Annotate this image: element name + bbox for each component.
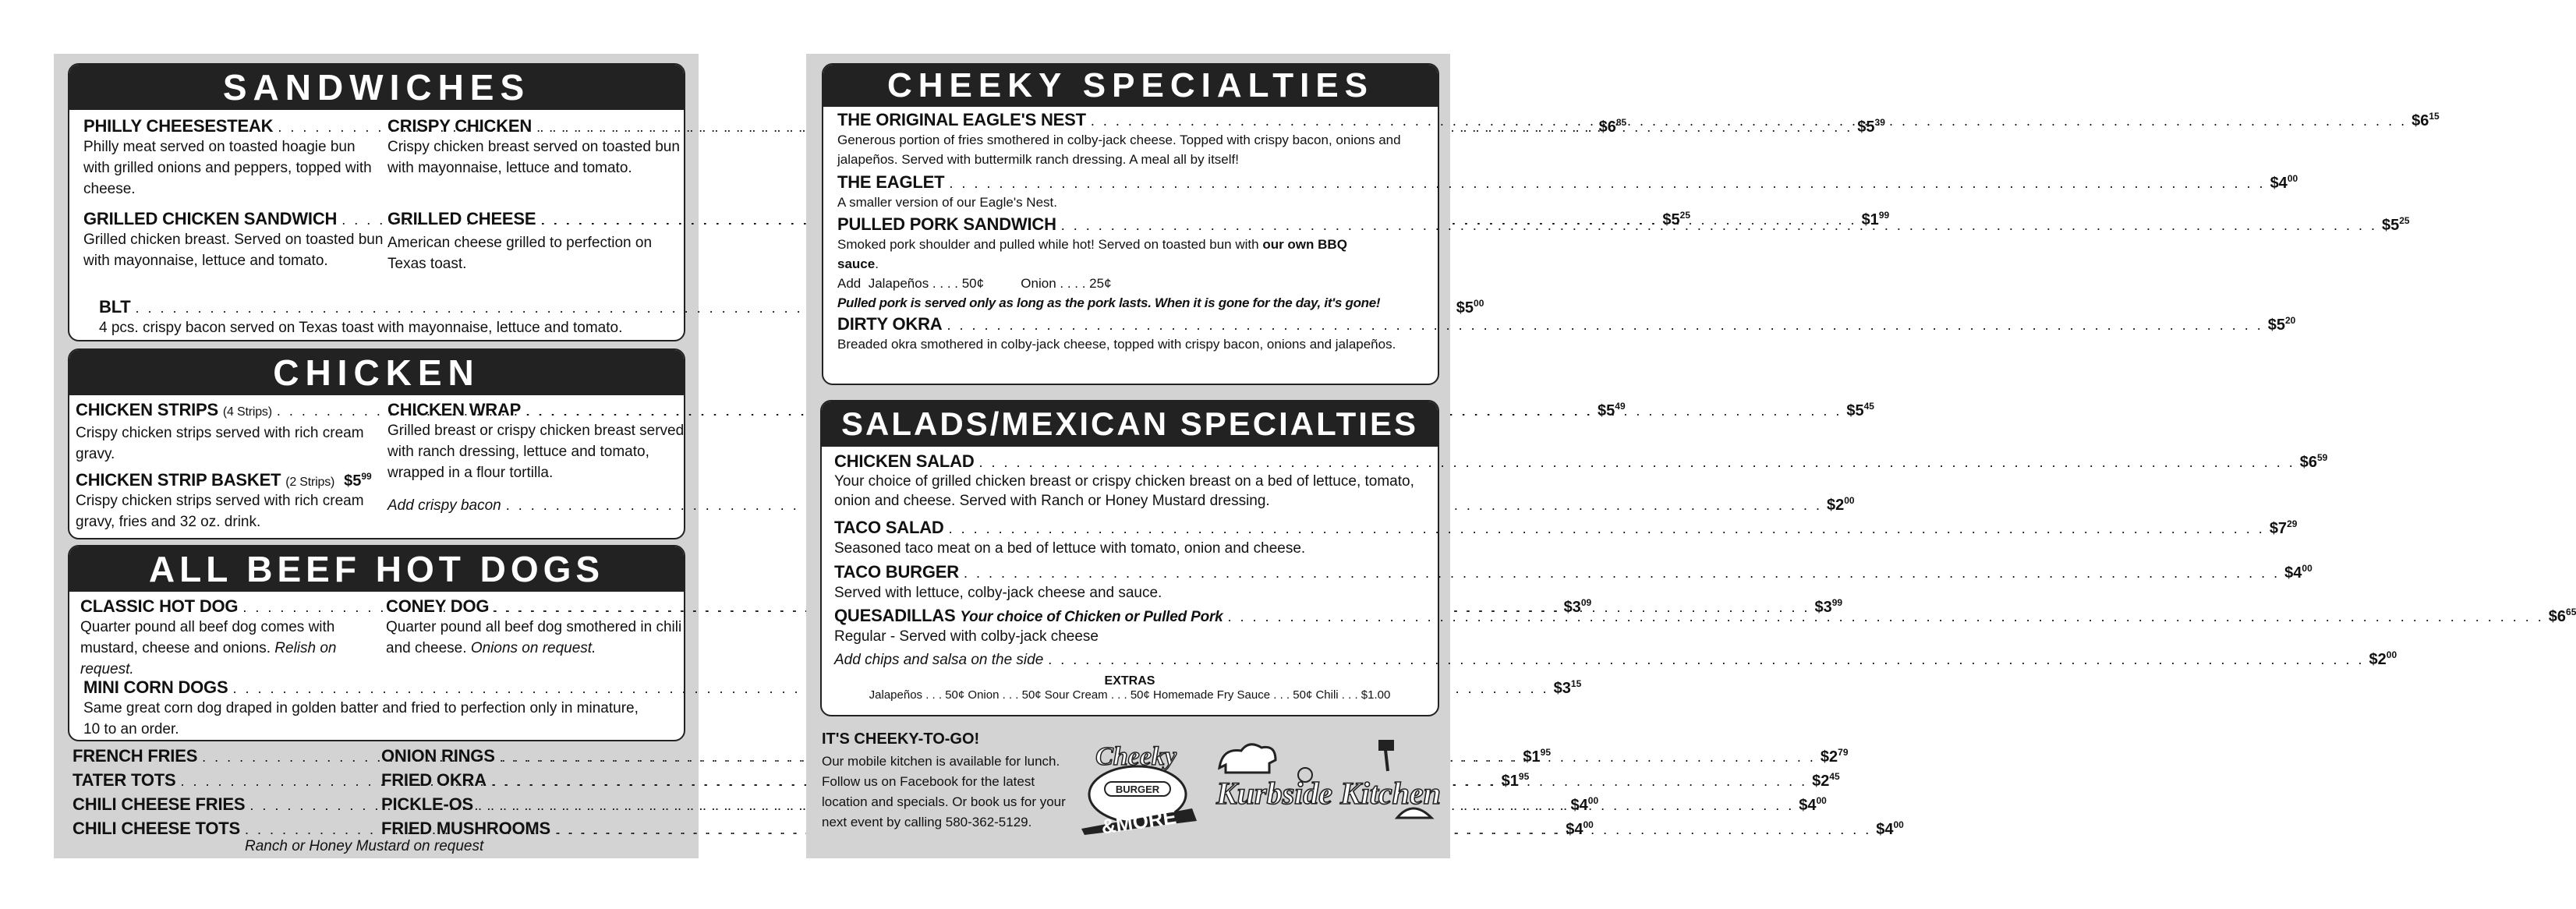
item-name: CHICKEN STRIP BASKET (2 Strips) xyxy=(76,470,335,490)
item-price: $\$2^{00}$ xyxy=(1826,495,1855,514)
item-description: 4 pcs. crispy bacon served on Texas toast with mayonnaise, lettuce and tomato. xyxy=(99,320,623,336)
item-name: DIRTY OKRA xyxy=(837,314,943,334)
side-item: FRENCH FRIES . . . $\$1^{95}$ xyxy=(73,746,369,766)
item-description: American cheese grilled to perfection on Texas toast. xyxy=(387,235,653,272)
item-price: $\$6^{15}$ xyxy=(2411,111,2440,129)
item-description: Quarter pound all beef dog smothered in chili and cheese. Onions on request. xyxy=(386,619,682,656)
menu-item xyxy=(834,518,2298,559)
menu-item xyxy=(387,495,1855,516)
side-item: CHILI CHEESE TOTS . . . $\$4^{00}$ xyxy=(73,819,369,839)
section-title: SALADS/MEXICAN SPECIALTIES xyxy=(822,401,1438,447)
promo-text: Our mobile kitchen is available for lunch. Follow us on Facebook for the latest location and specials. Or book us for your next event by calling 580-362-5129. xyxy=(822,754,1066,829)
side-item: CHILI CHEESE FRIES . . . $\$4^{00}$ xyxy=(73,794,369,815)
item-price: $\$6^{85}$ xyxy=(1598,117,1627,136)
item-price: $\$5^{99}$ xyxy=(344,471,372,490)
item-price: $\$6^{59}$ xyxy=(2299,452,2328,471)
item-name: CONEY DOG xyxy=(386,596,490,616)
item-price: $\$7^{29}$ xyxy=(2269,518,2298,537)
menu-item xyxy=(834,649,2397,670)
item-description: Quarter pound all beef dog comes with mustard, cheese and onions. Relish on request. xyxy=(80,619,337,677)
item-description: Smoked pork shoulder and pulled while hot! Served on toasted bun with our own BBQ sauce. xyxy=(837,237,1347,271)
item-description: Crispy chicken strips served with rich cream gravy, fries and 32 oz. drink. xyxy=(76,493,364,530)
item-description: A smaller version of our Eagle's Nest. xyxy=(837,195,1057,210)
item-name: PHILLY CHEESESTEAK xyxy=(83,116,274,136)
side-item: TATER TOTS . . . $\$1^{95}$ xyxy=(73,770,369,791)
item-name: TACO BURGER xyxy=(834,562,959,582)
item-addons: Add Jalapeños . . . . 50¢ Onion . . . . 25¢ xyxy=(837,276,1112,291)
section-title: CHICKEN xyxy=(69,350,684,395)
item-description: Your choice of grilled chicken breast or crispy chicken breast on a bed of lettuce, tomato, onion and cheese. Served with Ranch or Honey Mustard dressing. xyxy=(834,473,1414,509)
extras-title: EXTRAS xyxy=(1104,674,1155,688)
item-description: Crispy chicken breast served on toasted bun with mayonnaise, lettuce and tomato. xyxy=(387,139,680,176)
item-name: BLT xyxy=(99,297,131,317)
item-price: $\$5^{45}$ xyxy=(1846,401,1874,419)
item-name: CHICKEN STRIPS (4 Strips) xyxy=(76,400,272,419)
svg-text:Kurbside Kitchen: Kurbside Kitchen xyxy=(1216,776,1441,811)
kurbside-kitchen-logo xyxy=(1212,740,1445,833)
menu-item xyxy=(837,172,2298,212)
item-description: Grilled breast or crispy chicken breast served with ranch dressing, lettuce and tomato, wrapped in a flour tortilla. xyxy=(387,423,685,481)
item-name: Add crispy bacon xyxy=(387,497,501,514)
item-description: Same great corn dog draped in golden batter and fried to perfection only in minature, 10 to an order. xyxy=(83,700,639,737)
item-price: $\$1^{99}$ xyxy=(1861,210,1890,228)
item-name: CHICKEN WRAP xyxy=(387,400,522,419)
item-price: $\$6^{65}$ xyxy=(2548,607,2576,625)
item-name: Add chips and salsa on the side xyxy=(834,652,1044,668)
item-name: QUESADILLAS Your choice of Chicken or Pulled Pork xyxy=(834,606,1223,625)
item-price: $\$5^{25}$ xyxy=(2382,215,2410,234)
cheeky-burger-logo xyxy=(1075,734,1200,839)
item-description: Grilled chicken breast. Served on toasted bun with mayonnaise, lettuce and tomato. xyxy=(83,232,384,269)
item-price: $\$3^{09}$ xyxy=(1563,597,1592,616)
side-item: FRIED OKRA . . . $\$2^{45}$ xyxy=(381,770,670,791)
svg-text:Cheeky: Cheeky xyxy=(1095,742,1177,771)
menu-item xyxy=(76,470,372,532)
item-price: $\$5^{39}$ xyxy=(1857,117,1885,136)
extras-list: Jalapeños . . . 50¢ Onion . . . 50¢ Sour Cream . . . 50¢ Homemade Fry Sauce . . . 50¢ Chili . . . $1.00 xyxy=(869,688,1391,702)
item-name: GRILLED CHEESE xyxy=(387,209,536,228)
menu-item xyxy=(837,314,2296,354)
section-title: ALL BEEF HOT DOGS xyxy=(69,546,684,592)
item-price: $\$5^{25}$ xyxy=(1662,210,1691,228)
item-price: $\$4^{00}$ xyxy=(2284,563,2312,582)
section-title: CHEEKY SPECIALTIES xyxy=(823,65,1438,107)
item-description: Breaded okra smothered in colby-jack cheese, topped with crispy bacon, onions and jalapeños. xyxy=(837,337,1396,352)
item-name: TACO SALAD xyxy=(834,518,944,537)
menu-item xyxy=(834,562,2312,603)
item-description: Philly meat served on toasted hoagie bun with grilled onions and peppers, topped with cheese. xyxy=(83,139,372,197)
item-name: PULLED PORK SANDWICH xyxy=(837,214,1056,234)
item-price: $\$3^{99}$ xyxy=(1814,597,1843,616)
svg-text:BURGER: BURGER xyxy=(1115,783,1160,795)
item-name: MINI CORN DOGS xyxy=(83,677,228,697)
item-price: $\$4^{00}$ xyxy=(2270,173,2298,192)
sides-note: Ranch or Honey Mustard on request xyxy=(245,838,484,854)
to-go-promo xyxy=(822,730,1079,833)
promo-title: IT'S CHEEKY-TO-GO! xyxy=(822,730,980,748)
side-item: PICKLE-OS . . . $\$4^{00}$ xyxy=(381,794,670,815)
item-note: Pulled pork is served only as long as the pork lasts. When it is gone for the day, it's gone! xyxy=(837,295,1381,310)
item-price: $\$2^{00}$ xyxy=(2369,649,2397,668)
item-name: CHICKEN SALAD xyxy=(834,451,975,471)
item-name: CLASSIC HOT DOG xyxy=(80,596,239,616)
item-description: Generous portion of fries smothered in colby-jack cheese. Topped with crispy bacon, onions and jalapeños. Served with buttermilk ranch dressing. A meal all by itself! xyxy=(837,133,1401,167)
extras xyxy=(822,674,1438,702)
item-description: Crispy chicken strips served with rich cream gravy. xyxy=(76,425,364,462)
item-name: THE ORIGINAL EAGLE'S NEST xyxy=(837,110,1086,129)
svg-text:&MORE: &MORE xyxy=(1099,805,1178,839)
item-price: $\$5^{49}$ xyxy=(1598,401,1626,419)
item-description: Served with lettuce, colby-jack cheese and sauce. xyxy=(834,585,1162,601)
item-name: THE EAGLET xyxy=(837,172,945,192)
item-description: Regular - Served with colby-jack cheese xyxy=(834,628,1099,645)
item-description: Seasoned taco meat on a bed of lettuce with tomato, onion and cheese. xyxy=(834,540,1306,557)
side-item: FRIED MUSHROOMS . . . $\$4^{00}$ xyxy=(381,819,670,839)
item-price: $\$5^{20}$ xyxy=(2267,315,2296,334)
item-price: $\$3^{15}$ xyxy=(1553,678,1582,697)
item-name: GRILLED CHICKEN SANDWICH xyxy=(83,209,338,228)
section-title: SANDWICHES xyxy=(69,65,684,110)
side-item: ONION RINGS . . . $\$2^{79}$ xyxy=(381,746,670,766)
item-name: CRISPY CHICKEN xyxy=(387,116,533,136)
item-price: $\$5^{00}$ xyxy=(1456,298,1484,317)
